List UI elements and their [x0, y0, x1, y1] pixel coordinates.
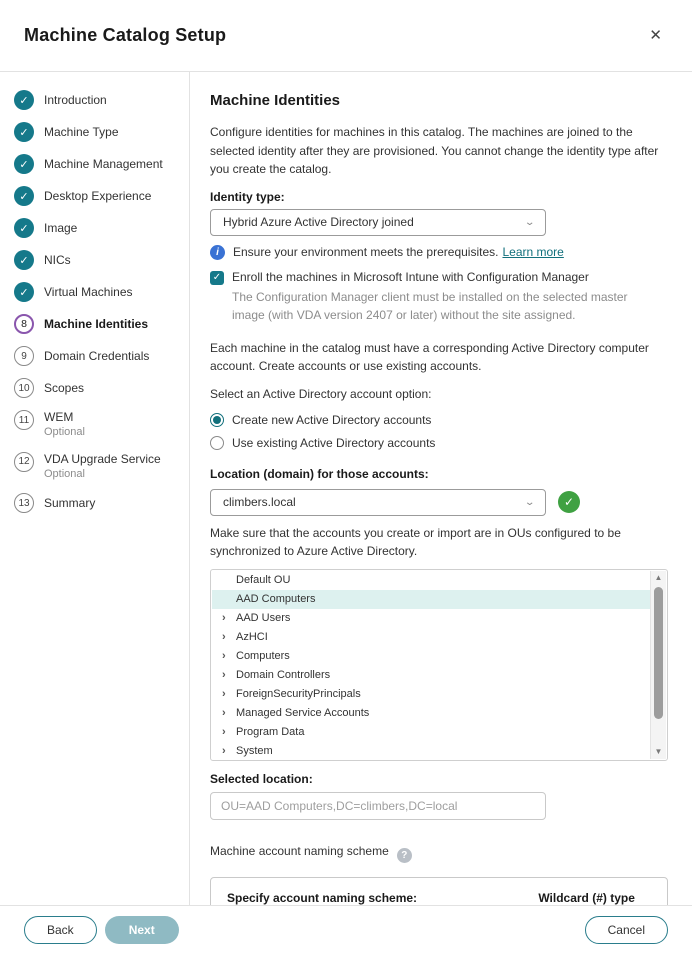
- info-icon: i: [210, 245, 225, 260]
- next-button[interactable]: Next: [105, 916, 179, 944]
- account-option-label: Select an Active Directory account option:: [210, 386, 432, 401]
- sidebar-item-scopes[interactable]: 10 Scopes: [14, 378, 179, 398]
- dialog-footer: [0, 905, 692, 953]
- radio-selected-icon[interactable]: [210, 413, 224, 427]
- chevron-right-icon[interactable]: ›: [222, 669, 226, 682]
- step-number: 8: [14, 314, 34, 334]
- wildcard-type-label: Wildcard (#) type: [538, 890, 635, 905]
- step-number: 10: [14, 378, 34, 398]
- cancel-button[interactable]: Cancel: [585, 916, 668, 944]
- chevron-right-icon[interactable]: ›: [222, 650, 226, 663]
- location-domain-value: climbers.local: [223, 495, 296, 510]
- check-icon: [14, 154, 34, 174]
- selected-location-label: Selected location:: [210, 771, 313, 786]
- check-icon: [14, 250, 34, 270]
- selected-location-field: [210, 792, 546, 820]
- intune-checkbox-row[interactable]: [210, 270, 668, 285]
- check-icon: [14, 186, 34, 206]
- checkbox-checked-icon[interactable]: ✓: [210, 271, 224, 285]
- radio-unselected-icon[interactable]: [210, 436, 224, 450]
- chevron-down-icon: ⌄: [524, 216, 535, 228]
- sidebar-item-nics[interactable]: ✓ NICs: [14, 250, 179, 270]
- ou-tree-item[interactable]: › Managed Service Accounts: [222, 707, 370, 720]
- radio-create-new-accounts[interactable]: Create new Active Directory accounts: [210, 413, 668, 427]
- intune-description: The Configuration Manager client must be installed on the selected master image (with VDA version 2407 or later) without the site assigned.: [232, 289, 628, 322]
- step-sublabel: Optional: [44, 426, 85, 439]
- ou-tree-item[interactable]: › System: [222, 745, 273, 758]
- dialog-title: Machine Catalog Setup: [24, 25, 227, 45]
- chevron-right-icon[interactable]: ›: [222, 726, 226, 739]
- sidebar-item-machine-identities[interactable]: 8 Machine Identities: [14, 314, 179, 334]
- ou-tree-item[interactable]: › Computers: [222, 650, 290, 663]
- ad-account-paragraph: Each machine in the catalog must have a corresponding Active Directory computer account. Create accounts or use existing accounts.: [210, 340, 649, 374]
- dialog-header: [0, 0, 692, 72]
- ou-tree-item[interactable]: › ForeignSecurityPrincipals: [222, 688, 361, 701]
- chevron-right-icon[interactable]: ›: [222, 688, 226, 701]
- step-sublabel: Optional: [44, 468, 85, 481]
- sidebar-item-image[interactable]: ✓ Image: [14, 218, 179, 238]
- learn-more-link[interactable]: Learn more: [502, 245, 564, 260]
- sidebar-item-machine-management[interactable]: ✓ Machine Management: [14, 154, 179, 174]
- ou-tree-item[interactable]: Default OU: [236, 574, 291, 587]
- ou-sync-note: Make sure that the accounts you create or import are in OUs configured to be synchronized to Azure Active Directory.: [210, 525, 621, 559]
- ou-tree-item-selected[interactable]: AAD Computers: [212, 590, 650, 609]
- prerequisites-note: [210, 245, 668, 260]
- sidebar-item-wem[interactable]: 11 WEM Optional: [14, 410, 179, 440]
- check-icon: [14, 122, 34, 142]
- ou-tree-item[interactable]: › AzHCI: [222, 631, 268, 644]
- sidebar-item-domain-credentials[interactable]: 9 Domain Credentials: [14, 346, 179, 366]
- prerequisites-text: Ensure your environment meets the prerequisites.: [233, 245, 499, 260]
- chevron-down-icon: ⌄: [524, 496, 535, 508]
- identity-type-label: Identity type:: [210, 189, 285, 204]
- ou-tree-list: [210, 569, 668, 761]
- naming-scheme-box: [210, 877, 668, 905]
- close-icon[interactable]: ✕: [649, 27, 662, 44]
- naming-scheme-section-label: Machine account naming scheme ?: [210, 844, 668, 863]
- ou-tree-item[interactable]: › Program Data: [222, 726, 305, 739]
- identity-type-dropdown[interactable]: [210, 209, 546, 236]
- sidebar-item-vda-upgrade-service[interactable]: 12 VDA Upgrade Service Optional: [14, 452, 179, 482]
- step-number: 11: [14, 410, 34, 430]
- ou-tree-item[interactable]: › AAD Users: [222, 612, 291, 625]
- back-button[interactable]: Back: [24, 916, 97, 944]
- intro-text: Configure identities for machines in this catalog. The machines are joined to the selected identity after they are provisioned. You cannot change the identity type after you create the catalog.: [210, 125, 659, 177]
- scheme-label: Specify account naming scheme:: [227, 890, 418, 905]
- scroll-up-icon[interactable]: ▲: [654, 573, 663, 583]
- step-number: 13: [14, 493, 34, 513]
- intune-checkbox-label: Enroll the machines in Microsoft Intune with Configuration Manager: [232, 269, 589, 284]
- sidebar-item-summary[interactable]: 13 Summary: [14, 493, 179, 513]
- location-domain-label: Location (domain) for those accounts:: [210, 466, 429, 481]
- step-number: 9: [14, 346, 34, 366]
- check-icon: [14, 282, 34, 302]
- scrollbar-thumb[interactable]: [654, 587, 663, 719]
- location-domain-dropdown[interactable]: [210, 489, 546, 516]
- ou-tree-item[interactable]: › Domain Controllers: [222, 669, 331, 682]
- check-icon: [14, 90, 34, 110]
- sidebar-item-desktop-experience[interactable]: ✓ Desktop Experience: [14, 186, 179, 206]
- ou-list-scrollbar[interactable]: [650, 571, 666, 759]
- sidebar-item-introduction[interactable]: ✓ Introduction: [14, 90, 179, 110]
- chevron-right-icon[interactable]: ›: [222, 631, 226, 644]
- step-number: 12: [14, 452, 34, 472]
- wizard-steps-sidebar: [0, 72, 190, 905]
- radio-use-existing-accounts[interactable]: Use existing Active Directory accounts: [210, 436, 668, 450]
- help-icon[interactable]: ?: [397, 848, 412, 863]
- check-icon: [14, 218, 34, 238]
- page-title: Machine Identities: [210, 92, 341, 109]
- chevron-right-icon[interactable]: ›: [222, 612, 226, 625]
- sidebar-item-virtual-machines[interactable]: ✓ Virtual Machines: [14, 282, 179, 302]
- chevron-right-icon[interactable]: ›: [222, 745, 226, 758]
- machine-identities-panel: [190, 72, 692, 905]
- identity-type-value: Hybrid Azure Active Directory joined: [223, 215, 414, 230]
- validation-success-icon: ✓: [558, 491, 580, 513]
- chevron-right-icon[interactable]: ›: [222, 707, 226, 720]
- scroll-down-icon[interactable]: ▼: [654, 747, 663, 757]
- sidebar-item-machine-type[interactable]: ✓ Machine Type: [14, 122, 179, 142]
